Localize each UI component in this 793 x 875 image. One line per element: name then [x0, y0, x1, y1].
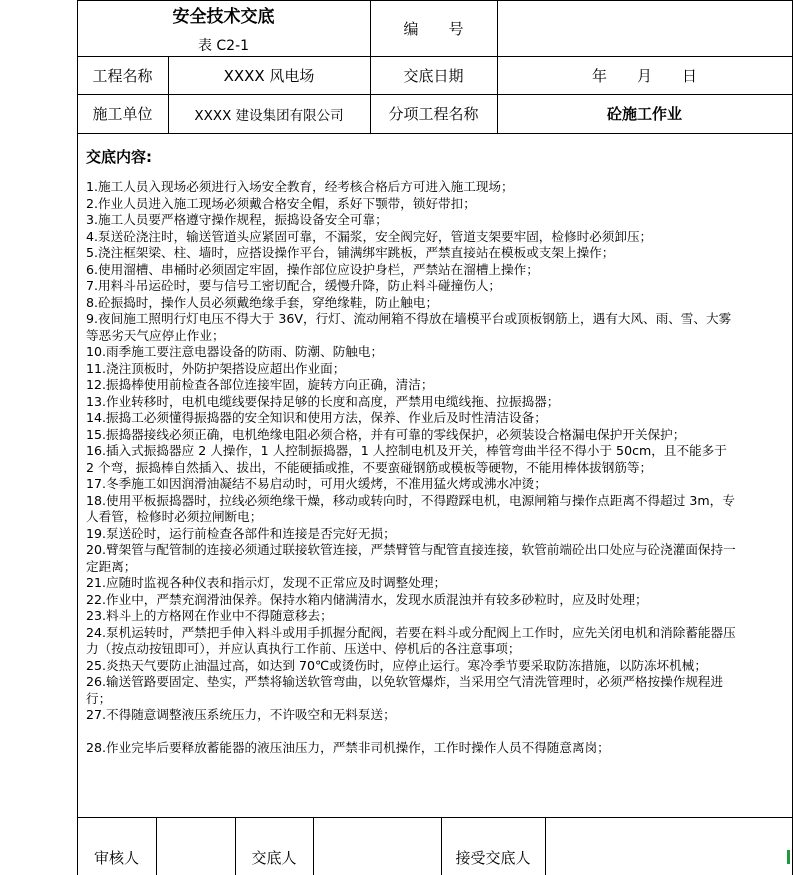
number-label: 编 号 [403, 19, 464, 38]
reviewer-value [156, 817, 235, 875]
document-title: 安全技术交底 [172, 6, 275, 27]
safety-item: 6.使用溜槽、串桶时必须固定牢固，操作部位应设护身栏，严禁站在溜槽上操作； [86, 261, 539, 277]
safety-item: 4.泵送砼浇注时，输送管道头应紧固可靠，不漏浆，安全阀完好，管道支架要牢固，检修时必须卸压； [86, 228, 653, 244]
safety-item: 2.作业人员进入施工现场必须戴合格安全帽，系好下颚带，锁好带扣； [86, 195, 476, 211]
date-label: 交底日期 [403, 66, 464, 85]
safety-item: 10.雨季施工要注意电器设备的防雨、防潮、防触电； [86, 344, 384, 359]
safety-item: 25.炎热天气要防止油温过高，如达到 70℃或烫伤时，应停止运行。寒冷季节要采取防冻措施，以防冻坏机械； [86, 657, 707, 673]
receiver-value [545, 817, 792, 875]
reviewer-label: 审核人 [93, 848, 139, 867]
form-number: 表 C2-1 [197, 38, 250, 54]
safety-item: 5.浇注框架梁、柱、墙时，应搭设操作平台，铺满绑牢跳板，严禁直接站在模板或支架上操作； [86, 245, 615, 260]
safety-item: 18.使用平板振捣器时，拉线必须绝缘干燥，移动或转向时，不得蹬踩电机，电源闸箱与操作点距离不得超过 3m，专人看管，检修时必须拉闸断电； [86, 492, 735, 524]
safety-item: 7.用料斗吊运砼时，要与信号工密切配合，缓慢升降，防止料斗碰撞伤人； [86, 278, 502, 293]
safety-item-list [86, 179, 736, 756]
unit-value: XXXX 建设集团有限公司 [194, 107, 344, 124]
safety-item: 27.不得随意调整液压系统压力，不许吸空和无料泵送； [86, 707, 396, 722]
content-heading: 交底内容: [86, 148, 152, 166]
receiver-label: 接受交底人 [455, 848, 531, 867]
safety-item: 13.作业转移时，电机电缆线要保持足够的长度和高度，严禁用电缆线拖、拉振捣器； [86, 393, 560, 409]
safety-item: 21.应随时监视各种仪表和指示灯，发现不正常应及时调整处理； [86, 575, 447, 590]
subproject-label: 分项工程名称 [388, 105, 479, 123]
project-name-value: XXXX 风电场 [223, 66, 315, 85]
safety-item: 24.泵机运转时，严禁把手伸入料斗或用手抓握分配阀，若要在料斗或分配阀上工作时，应先关闭电机和消除蓄能器压力（按点动按钮即可），并应认真执行工作前、压送中、停机后的各注意事项； [86, 624, 736, 656]
safety-item: 17.冬季施工如因润滑油凝结不易启动时，可用火缓烤，不准用猛火烤或沸水冲烫； [86, 476, 547, 491]
date-value: 年 月 日 [591, 66, 697, 85]
safety-item: 15.振捣器接线必须正确，电机绝缘电阻必须合格，并有可靠的零线保护，必须装设合格漏电保护开关保护； [86, 426, 686, 442]
presenter-value [313, 817, 441, 875]
safety-item: 1.施工人员入现场必须进行入场安全教育，经考核合格后方可进入施工现场； [86, 179, 514, 194]
safety-item: 28.作业完毕后要释放蓄能器的液压油压力，严禁非司机操作，工作时操作人员不得随意离岗； [86, 739, 610, 755]
unit-label: 施工单位 [92, 105, 153, 123]
safety-item: 20.臂架管与配管制的连接必须通过联接软管连接，严禁臂管与配管直接连接，软管前端砼出口处应与砼浇灌面保持一定距离； [86, 542, 736, 574]
presenter-label: 交底人 [251, 848, 297, 867]
subproject-value: 砼施工作业 [606, 105, 682, 123]
safety-item: 16.插入式振捣器应 2 人操作，1 人控制振捣器，1 人控制电机及开关，棒管弯曲半径不得小于 50cm，且不能多于 2 个弯，振捣棒自然插入、拔出，不能硬插或推，不要蛮碰钢筋或模板等硬物，不能用棒体拔钢筋等； [86, 443, 727, 475]
safety-item: 19.泵送砼时，运行前检查各部件和连接是否完好无损； [86, 525, 396, 541]
row-divider-3 [77, 133, 793, 134]
safety-item: 12.振捣棒使用前检查各部位连接牢固，旋转方向正确，清洁； [86, 377, 434, 392]
safety-item: 23.料斗上的方格网在作业中不得随意移去； [86, 608, 333, 623]
safety-item: 9.夜间施工照明行灯电压不得大于 36V，行灯、流动闸箱不得放在墙模平台或顶板钢筋上，遇有大风、雨、雪、大雾等恶劣天气应停止作业； [86, 311, 732, 343]
safety-item: 11.浇注顶板时，外防护架搭设应超出作业面； [86, 360, 346, 376]
safety-item: 3.施工人员要严格遵守操作规程，振捣设备安全可靠； [86, 212, 388, 227]
safety-item: 8.砼振捣时，操作人员必须戴绝缘手套，穿绝缘鞋，防止触电； [86, 294, 439, 310]
safety-item: 22.作业中，严禁充润滑油保养。保持水箱内储满清水，发现水质混浊并有较多砂粒时，应及时处理； [86, 591, 648, 607]
green-edge-marker [787, 850, 790, 864]
project-name-label: 工程名称 [92, 66, 153, 85]
number-value [497, 0, 792, 56]
safety-item: 26.输送管路要固定、垫实，严禁将输送软管弯曲，以免软管爆炸，当采用空气清洗管理时，必须严格按操作规程进行； [86, 674, 724, 706]
safety-item: 14.振捣工必须懂得振捣器的安全知识和使用方法，保养、作业后及时性清洁设备； [86, 410, 547, 425]
